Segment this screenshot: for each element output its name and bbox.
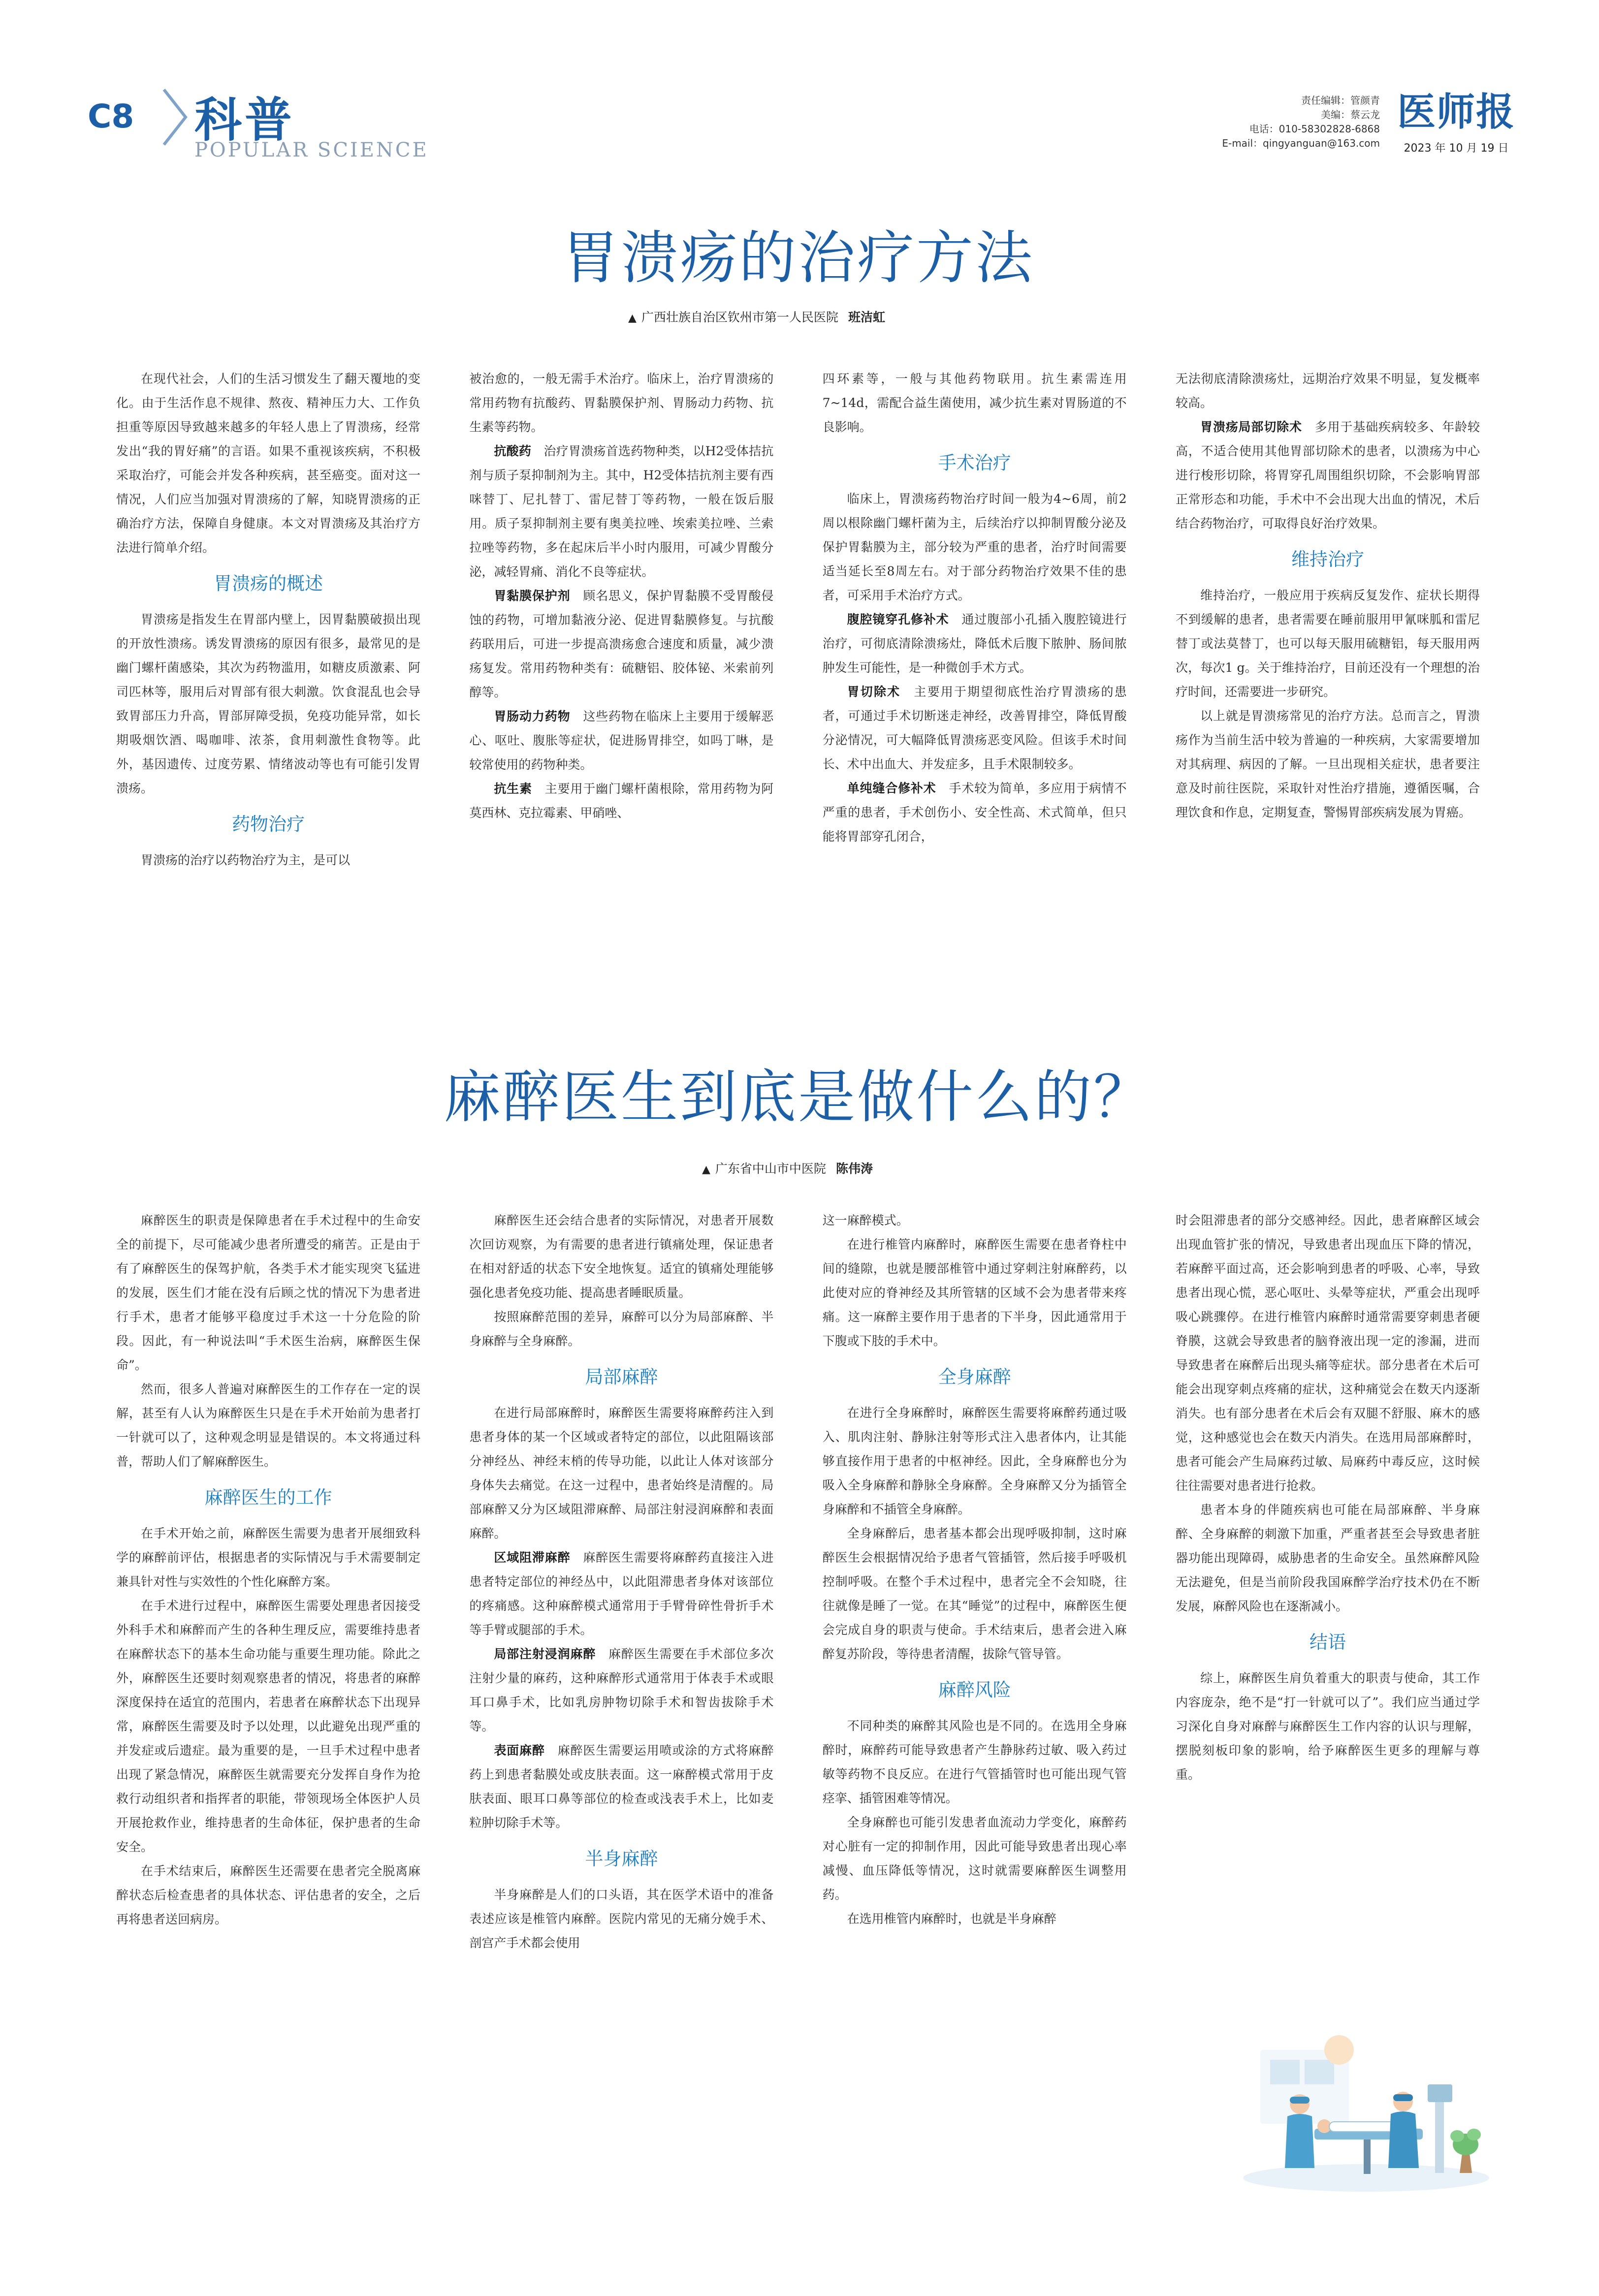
body-paragraph	[116, 1594, 420, 1859]
body-paragraph	[116, 1521, 420, 1594]
paragraph-lead: 单纯缝合修补术	[847, 781, 936, 795]
paragraph-text: 麻醉医生需要将麻醉药直接注入进患者特定部位的神经丛中，以此阻滞患者身体对该部位的疼痛感。这种麻醉模式通常用于手臂骨碎性骨折手术等手臂或腿部的手术。	[469, 1550, 774, 1637]
paragraph-lead: 抗生素	[494, 782, 532, 796]
text-column	[1176, 367, 1480, 872]
paragraph-text: 患者本身的伴随疾病也可能在局部麻醉、半身麻醉、全身麻醉的刺激下加重，严重者甚至会导致患者脏器功能出现障碍，威胁患者的生命安全。虽然麻醉风险无法避免，但是当前阶段我国麻醉学治疗技术仍在不断发展，麻醉风险也在逐渐减小。	[1175, 1503, 1480, 1613]
body-paragraph	[823, 680, 1127, 776]
article-title: 麻醉医生到底是做什么的？	[444, 1064, 1152, 1131]
paragraph-text: 主要用于期望彻底性治疗胃溃疡的患者，可通过手术切断迷走神经，改善胃排空，降低胃酸分泌情况，可大幅降低胃溃疡恶变风险。但该手术时间长、术中出血大、并发症多，且手术限制较多。	[822, 685, 1127, 771]
paragraph-text: 被治愈的，一般无需手术治疗。临床上，治疗胃溃疡的常用药物有抗酸药、胃黏膜保护剂、胃肠动力药物、抗生素等药物。	[469, 372, 774, 434]
byline	[702, 1159, 873, 1177]
body-paragraph	[823, 776, 1127, 849]
text-column	[469, 1208, 773, 1955]
paragraph-text: 麻醉医生还会结合患者的实际情况，对患者开展数次回访观察，为有需要的患者进行镇痛处理，保证患者在相对舒适的状态下安全地恢复。适宜的镇痛处理能够强化患者免疫功能、提高患者睡眠质量。	[469, 1213, 774, 1300]
body-paragraph	[823, 607, 1127, 680]
paragraph-text: 然而，很多人普遍对麻醉医生的工作存在一定的误解，甚至有人认为麻醉医生只是在手术开始前为患者打一针就可以了，这种观念明显是错误的。本文将通过科普，帮助人们了解麻醉医生。	[116, 1382, 420, 1469]
paragraph-text: 这一麻醉模式。	[822, 1213, 909, 1227]
body-paragraph	[1176, 1208, 1480, 1498]
paragraph-text: 半身麻醉是人们的口头语，其在医学术语中的准备表述应该是椎管内麻醉。医院内常见的无痛分娩手术、剖宫产手术都会使用	[469, 1887, 774, 1950]
paragraph-lead: 表面麻醉	[494, 1743, 545, 1758]
text-column	[823, 367, 1127, 872]
paragraph-text: 胃溃疡的治疗以药物治疗为主，是可以	[141, 853, 351, 867]
paragraph-text: 在手术进行过程中，麻醉医生需要处理患者因接受外科手术和麻醉而产生的各种生理反应，需要维持患者在麻醉状态下的基本生命功能与重要生理功能。除此之外，麻醉医生还要时刻观察患者的情况，将患者的麻醉深度保持在适宜的范围内，若患者在麻醉状态下出现异常，麻醉医生需要及时予以处理，以此避免出现严重的并发症或后遗症。最为重要的是，一旦手术过程中患者出现了紧急情况，麻醉医生就需要充分发挥自身作为抢救行动组织者和指挥者的职能，带领现场全体医护人员开展抢救作业，维持患者的生命体征，保护患者的生命安全。	[116, 1599, 420, 1854]
body-paragraph	[116, 1208, 420, 1377]
body-paragraph	[469, 1738, 773, 1835]
paragraph-lead: 腹腔镜穿孔修补术	[847, 612, 949, 627]
section-subtitle: POPULAR SCIENCE	[194, 139, 429, 161]
byline-author: 班洁虹	[848, 310, 885, 324]
subheading: 维持治疗	[1291, 549, 1364, 570]
paragraph-lead: 区域阻滞麻醉	[494, 1550, 571, 1565]
paragraph-text: 四环素等，一般与其他药物联用。抗生素需连用7~14d，需配合益生菌使用，减少抗生素对胃肠道的不良影响。	[822, 372, 1127, 434]
surgery-team-illustration	[1241, 2030, 1492, 2193]
article-columns	[116, 1208, 1480, 1955]
issue-date: 2023 年 10 月 19 日	[1404, 142, 1509, 155]
paragraph-text: 时会阻滞患者的部分交感神经。因此，患者麻醉区域会出现血管扩张的情况，导致患者出现血压下降的情况，若麻醉平面过高，还会影响到患者的呼吸、心率，导致患者出现心慌，恶心呕吐、头晕等症状，严重会出现呼吸心跳骤停。在进行椎管内麻醉时通常需要穿刺患者硬脊膜，这就会导致患者的脑脊液出现一定的渗漏，进而导致患者在麻醉后出现头痛等症状。部分患者在术后可能会出现穿刺点疼痛的症状，这种痛觉会在数天内逐渐消失。也有部分患者在术后会有双腿不舒服、麻木的感觉，这种感觉也会在数天内消失。在选用局部麻醉时，患者可能会产生局麻药过敏、局麻药中毒反应，这时候往往需要对患者进行抢救。	[1175, 1213, 1480, 1493]
body-paragraph	[823, 487, 1127, 607]
body-paragraph	[1176, 1666, 1480, 1787]
paragraph-text: 全身麻醉也可能引发患者血流动力学变化，麻醉药对心脏有一定的抑制作用，因此可能导致患者出现心率减慢、血压降低等情况，这时就需要麻醉医生调整用药。	[822, 1815, 1127, 1902]
body-paragraph	[1176, 1498, 1480, 1618]
body-paragraph	[823, 1714, 1127, 1810]
body-paragraph	[469, 439, 773, 584]
body-paragraph	[1176, 415, 1480, 535]
body-paragraph	[823, 1208, 1127, 1232]
body-paragraph	[1176, 367, 1480, 415]
body-paragraph	[469, 1401, 773, 1545]
text-column	[116, 367, 420, 872]
body-paragraph	[823, 367, 1127, 439]
body-paragraph	[469, 704, 773, 777]
article-title: 胃溃疡的治疗方法	[562, 225, 1034, 291]
paragraph-text: 临床上，胃溃疡药物治疗时间一般为4~6周，前2周以根除幽门螺杆菌为主，后续治疗以抑制胃酸分泌及保护胃黏膜为主，部分较为严重的患者，治疗时间需要适当延长至8周左右。对于部分药物治疗效果不佳的患者，可采用手术治疗方式。	[822, 492, 1127, 602]
byline-org: 广西壮族自治区钦州市第一人民医院	[641, 310, 838, 324]
page-number: C8	[88, 97, 134, 135]
section-title: 科普	[194, 93, 295, 148]
body-paragraph	[823, 1521, 1127, 1666]
byline-author: 陈伟涛	[835, 1162, 873, 1176]
body-paragraph	[116, 1377, 420, 1474]
text-column	[1176, 1208, 1480, 1955]
article-ulcer	[116, 221, 1480, 1029]
paragraph-text: 在手术开始之前，麻醉医生需要为患者开展细致科学的麻醉前评估，根据患者的实际情况与手术需要制定兼具针对性与实效性的个性化麻醉方案。	[116, 1526, 420, 1589]
paragraph-text: 全身麻醉后，患者基本都会出现呼吸抑制，这时麻醉医生会根据情况给予患者气管插管，然后接手呼吸机控制呼吸。在整个手术过程中，患者完全不会知晓，往往就像是睡了一觉。在其“睡觉”的过程中，麻醉医生便会完成自身的职责与使命。手术结束后，患者会进入麻醉复苏阶段，等待患者清醒，拔除气管导管。	[822, 1526, 1127, 1661]
paragraph-text: 在手术结束后，麻醉医生还需要在患者完全脱离麻醉状态后检查患者的具体状态、评估患者的安全，之后再将患者送回病房。	[116, 1864, 420, 1926]
subheading: 半身麻醉	[585, 1848, 658, 1869]
body-paragraph	[469, 1545, 773, 1642]
paragraph-text: 麻醉医生需要运用喷或涂的方式将麻醉药上到患者黏膜处或皮肤表面。这一麻醉模式常用于皮肤表面、眼耳口鼻等部位的检查或浅表手术上，比如麦粒肿切除手术等。	[469, 1743, 774, 1830]
text-column	[469, 367, 773, 872]
masthead	[0, 0, 1599, 162]
paragraph-text: 顾名思义，保护胃黏膜不受胃酸侵蚀的药物，可增加黏液分泌、促进胃黏膜修复。与抗酸药联用后，可进一步提高溃疡愈合速度和质量，减少溃疡复发。常用药物种类有：硫糖铝、胶体铋、米索前列醇等。	[469, 589, 774, 699]
paragraph-text: 在现代社会，人们的生活习惯发生了翻天覆地的变化。由于生活作息不规律、熬夜、精神压力大、工作负担重等原因导致越来越多的年轻人患上了胃溃疡，经常发出“我的胃好痛”的言语。如果不重视该疾病，不积极采取治疗，可能会并发各种疾病，甚至癌变。面对这一情况，人们应当加强对胃溃疡的了解，知晓胃溃疡的正确治疗方法，保障自身健康。本文对胃溃疡及其治疗方法进行简单介绍。	[116, 372, 420, 555]
subheading: 局部麻醉	[585, 1366, 658, 1387]
body-paragraph	[469, 1883, 773, 1955]
paragraph-lead: 胃黏膜保护剂	[494, 589, 571, 603]
subheading: 药物治疗	[232, 814, 305, 835]
credit-line: 美编：蔡云龙	[1321, 109, 1380, 121]
credit-line: 电话：010-58302828-6868	[1249, 123, 1380, 135]
body-paragraph	[116, 607, 420, 800]
triangle-icon: ▲	[702, 1164, 710, 1176]
subheading: 手术治疗	[938, 452, 1011, 473]
paragraph-lead: 胃肠动力药物	[494, 709, 571, 723]
paragraph-text: 通过腹部小孔插入腹腔镜进行治疗，可彻底清除溃疡灶，降低术后腹下脓肿、肠间脓肿发生可能性，是一种微创手术方式。	[822, 612, 1127, 675]
subheading: 胃溃疡的概述	[214, 573, 323, 594]
body-paragraph	[469, 584, 773, 704]
paragraph-text: 在进行全身麻醉时，麻醉医生需要将麻醉药通过吸入、肌肉注射、静脉注射等形式注入患者体内，让其能够直接作用于患者的中枢神经。因此，全身麻醉也分为吸入全身麻醉和静脉全身麻醉。全身麻醉又分为插管全身麻醉和不插管全身麻醉。	[822, 1406, 1127, 1516]
paragraph-text: 综上，麻醉医生肩负着重大的职责与使命，其工作内容庞杂，绝不是“打一针就可以了”。我们应当通过学习深化自身对麻醉与麻醉医生工作内容的认识与理解，摆脱刻板印象的影响，给予麻醉医生更多的理解与尊重。	[1175, 1671, 1480, 1782]
paragraph-text: 手术较为简单，多应用于病情不严重的患者，手术创伤小、安全性高、术式简单，但只能将胃部穿孔闭合，	[822, 781, 1127, 844]
paragraph-text: 在进行椎管内麻醉时，麻醉医生需要在患者脊柱中间的缝隙，也就是腰部椎管中通过穿刺注射麻醉药，以此使对应的脊神经及其所管辖的区域不会为患者带来疼痛。这一麻醉主要作用于患者的下半身，因此通常用于下腹或下肢的手术中。	[822, 1237, 1127, 1348]
paragraph-lead: 胃切除术	[847, 685, 901, 699]
subheading: 全身麻醉	[938, 1366, 1011, 1387]
text-column	[823, 1208, 1127, 1955]
newspaper-brand	[1390, 88, 1523, 155]
text-column	[116, 1208, 420, 1955]
body-paragraph	[469, 367, 773, 439]
subheading: 麻醉医生的工作	[204, 1487, 332, 1508]
byline-org: 广东省中山市中医院	[715, 1162, 826, 1176]
body-paragraph	[116, 848, 420, 872]
paragraph-text: 在选用椎管内麻醉时，也就是半身麻醉	[847, 1912, 1056, 1926]
byline	[628, 308, 885, 325]
body-paragraph	[823, 1810, 1127, 1907]
article-anesthesia	[116, 1061, 1480, 2193]
paragraph-text: 这些药物在临床上主要用于缓解恶心、呕吐、腹胀等症状，促进肠胃排空，如吗丁啉，是较常使用的药物种类。	[469, 709, 774, 772]
paragraph-lead: 胃溃疡局部切除术	[1200, 420, 1302, 434]
credit-line: E-mail：qingyanguan@163.com	[1222, 137, 1380, 149]
body-paragraph	[469, 777, 773, 825]
paragraph-text: 治疗胃溃疡首选药物种类，以H2受体拮抗剂与质子泵抑制剂为主。其中，H2受体拮抗剂主要有西咪替丁、尼扎替丁、雷尼替丁等药物，一般在饭后服用。质子泵抑制剂主要有奥美拉唑、埃索美拉唑、兰索拉唑等药物，多在起床后半小时内服用，可减少胃酸分泌，减轻胃痛、消化不良等症状。	[469, 444, 774, 579]
paragraph-text: 麻醉医生的职责是保障患者在手术过程中的生命安全的前提下，尽可能减少患者所遭受的痛苦。正是由于有了麻醉医生的保驾护航，各类手术才能实现突飞猛进的发展，医生们才能在没有后顾之忧的情况下为患者进行手术，患者才能够平稳度过手术这一十分危险的阶段。因此，有一种说法叫“手术医生治病，麻醉医生保命”。	[116, 1213, 420, 1372]
body-paragraph	[116, 1859, 420, 1931]
body-paragraph	[116, 367, 420, 560]
editor-credits	[1222, 94, 1380, 151]
paragraph-text: 多用于基础疾病较多、年龄较高，不适合使用其他胃部切除术的患者，以溃疡为中心进行梭形切除，将胃穿孔周围组织切除，不会影响胃部正常形态和功能，手术中不会出现大出血的情况，术后结合药物治疗，可取得良好治疗效果。	[1175, 420, 1480, 531]
paragraph-text: 以上就是胃溃疡常见的治疗方法。总而言之，胃溃疡作为当前生活中较为普遍的一种疾病，大家需要增加对其病理、病因的了解。一旦出现相关症状，患者要注意及时前往医院，采取针对性治疗措施，遵循医嘱，合理饮食和作息，定期复查，警惕胃部疾病发展为胃癌。	[1175, 709, 1480, 819]
triangle-icon: ▲	[628, 312, 637, 324]
chevron-right-icon	[160, 88, 190, 147]
subheading: 麻醉风险	[938, 1679, 1011, 1700]
paragraph-text: 在进行局部麻醉时，麻醉医生需要将麻醉药注入到患者身体的某一个区域或者特定的部位，以此阻隔该部分神经丛、神经末梢的传导功能，以此让人体对该部分身体失去痛觉。在这一过程中，患者始终是清醒的。局部麻醉又分为区域阻滞麻醉、局部注射浸润麻醉和表面麻醉。	[469, 1406, 774, 1541]
body-paragraph	[823, 1907, 1127, 1931]
paragraph-text: 主要用于幽门螺杆菌根除，常用药物为阿莫西林、克拉霉素、甲硝唑、	[469, 782, 774, 820]
paragraph-text: 麻醉医生需要在手术部位多次注射少量的麻药，这种麻醉形式通常用于体表手术或眼耳口鼻手术，比如乳房肿物切除手术和智齿拔除手术等。	[469, 1647, 774, 1733]
paragraph-lead: 抗酸药	[494, 444, 532, 458]
paragraph-lead: 局部注射浸润麻醉	[494, 1647, 596, 1661]
paragraph-text: 按照麻醉范围的差异，麻醉可以分为局部麻醉、半身麻醉与全身麻醉。	[469, 1310, 774, 1348]
article-columns	[116, 367, 1480, 872]
body-paragraph	[469, 1208, 773, 1305]
credit-line: 责任编辑：管颜青	[1301, 94, 1380, 106]
paragraph-text: 无法彻底清除溃疡灶，远期治疗效果不明显，复发概率较高。	[1175, 372, 1480, 410]
body-paragraph	[823, 1232, 1127, 1353]
body-paragraph	[1176, 583, 1480, 704]
brand-logo: 医师报	[1397, 90, 1515, 134]
paragraph-text: 不同种类的麻醉其风险也是不同的。在选用全身麻醉时，麻醉药可能导致患者产生静脉药过敏、吸入药过敏等药物不良反应。在进行气管插管时也可能出现气管痉挛、插管困难等情况。	[822, 1719, 1127, 1805]
paragraph-text: 胃溃疡是指发生在胃部内壁上，因胃黏膜破损出现的开放性溃疡。诱发胃溃疡的原因有很多，最常见的是幽门螺杆菌感染，其次为药物滥用，如糖皮质激素、阿司匹林等，服用后对胃部有很大刺激。饮食混乱也会导致胃部压力升高，胃部屏障受损，免疫功能异常，如长期吸烟饮酒、喝咖啡、浓茶，食用刺激性食物等。此外，基因遗传、过度劳累、情绪波动等也有可能引发胃溃疡。	[116, 612, 420, 795]
paragraph-text: 维持治疗，一般应用于疾病反复发作、症状长期得不到缓解的患者，患者需要在睡前服用甲氰咪胍和雷尼替丁或法莫替丁，也可以每天服用硫糖铝，每天服用两次，每次1 g。关于维持治疗，目前还没有一个理想的治疗时间，还需要进一步研究。	[1175, 588, 1480, 699]
body-paragraph	[469, 1305, 773, 1353]
body-paragraph	[1176, 704, 1480, 824]
body-paragraph	[823, 1401, 1127, 1521]
body-paragraph	[469, 1642, 773, 1738]
subheading: 结语	[1309, 1632, 1346, 1653]
